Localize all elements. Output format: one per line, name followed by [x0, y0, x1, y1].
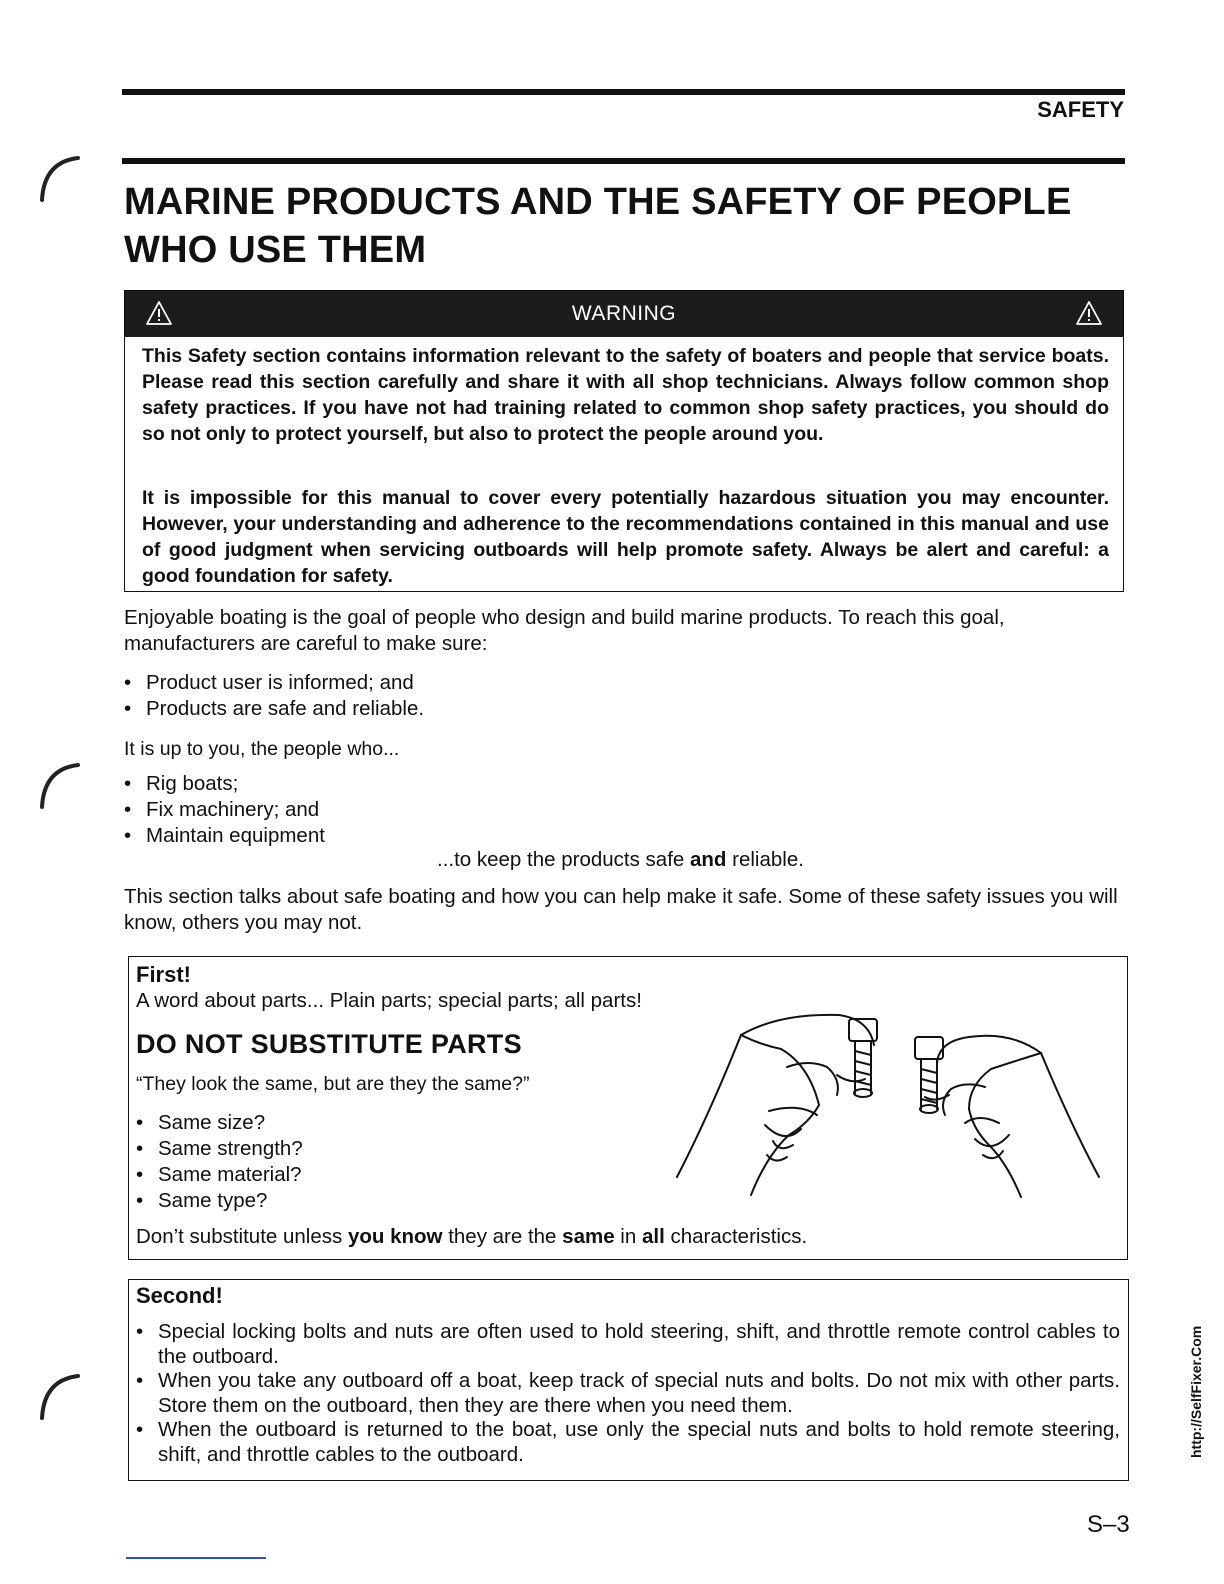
parts-subheading: DO NOT SUBSTITUTE PARTS [136, 1029, 522, 1059]
second-box [128, 1279, 1129, 1481]
footer-emphasis: all [641, 1225, 665, 1248]
binder-hole-middle [38, 757, 98, 817]
people-closing [437, 847, 804, 873]
page-title: MARINE PRODUCTS AND THE SAFETY OF PEOPLE WHO USE THEM [124, 181, 1072, 271]
page-number: S–3 [1087, 1511, 1130, 1538]
list-item: • Fix machinery; and [124, 797, 724, 823]
binder-hole-top [38, 150, 98, 210]
section-label: SAFETY [1037, 97, 1124, 122]
list-item: • Same type? [136, 1188, 536, 1214]
list-item: • When you take any outboard off a boat, keep track of special nuts and bolts. Do not mix with other parts. Store them on the outboard, then they are there when you need them. [136, 1369, 1120, 1418]
warning-title: WARNING [571, 302, 677, 325]
closing-text: reliable. [726, 848, 804, 871]
people-lead: It is up to you, the people who... [124, 738, 400, 760]
parts-footer [136, 1224, 807, 1250]
header-top-rule [122, 89, 1125, 95]
footer-emphasis: same [562, 1225, 615, 1248]
warning-paragraph: This Safety section contains information relevant to the safety of boaters and people that service boats. Please read this section carefully and share it with all shop technicians. Always follow common shop safety practices. If you have not had training related to common shop safety practices, you should do so not only to protect yourself, but also to protect the people around you. [142, 345, 1109, 445]
footer-emphasis: you know [347, 1225, 443, 1248]
intro-bullet-list [124, 670, 824, 722]
first-box [128, 956, 1128, 1260]
footer-text: in [614, 1225, 642, 1248]
footer-link-underline [126, 1557, 266, 1559]
parts-question: “They look the same, but are they the same?” [136, 1073, 530, 1095]
first-intro: A word about parts... Plain parts; special parts; all parts! [136, 989, 642, 1012]
list-item: • Same material? [136, 1162, 536, 1188]
closing-text: ...to keep the products safe [437, 848, 690, 871]
binder-hole-bottom [38, 1368, 98, 1428]
footer-text: Don’t substitute unless [136, 1225, 348, 1248]
list-item: • Special locking bolts and nuts are often used to hold steering, shift, and throttle remote control cables to the outboard. [136, 1320, 1120, 1369]
hands-comparing-bolts-illustration [669, 1005, 1109, 1205]
warning-paragraph: It is impossible for this manual to cover every potentially hazardous situation you may encounter. However, your understanding and adherence to the recommendations contained in this manual and use of good judgment when servicing outboards will help promote safety. Always be alert and careful: a good foundation for safety. [142, 487, 1109, 587]
section-note: This section talks about safe boating and how you can help make it safe. Some of these safety issues you will know, others you may not. [124, 885, 1118, 934]
first-heading: First! [136, 962, 191, 987]
list-item: • Products are safe and reliable. [124, 696, 824, 722]
list-item: • Rig boats; [124, 771, 724, 797]
title-rule [122, 158, 1125, 164]
list-item: • Maintain equipment [124, 823, 724, 849]
warning-bar [125, 291, 1123, 337]
intro-paragraph: Enjoyable boating is the goal of people who design and build marine products. To reach this goal, manufacturers are careful to make sure: [124, 606, 1005, 655]
footer-text: characteristics. [664, 1225, 808, 1248]
list-item: • Product user is informed; and [124, 670, 824, 696]
parts-bullet-list [136, 1110, 536, 1214]
second-bullet-list [136, 1320, 1120, 1467]
warning-box [124, 290, 1124, 592]
list-item: • Same size? [136, 1110, 536, 1136]
second-heading: Second! [136, 1283, 223, 1308]
footer-text: they are the [442, 1225, 563, 1248]
warning-triangle-icon [1075, 300, 1103, 326]
list-item: • When the outboard is returned to the boat, use only the special nuts and bolts to hold remote steering, shift, and throttle cables to the outboard. [136, 1418, 1120, 1467]
list-item: • Same strength? [136, 1136, 536, 1162]
closing-emphasis: and [690, 848, 727, 871]
people-bullet-list [124, 771, 724, 849]
site-url: http://SelfFixer.Com [1188, 1325, 1204, 1458]
